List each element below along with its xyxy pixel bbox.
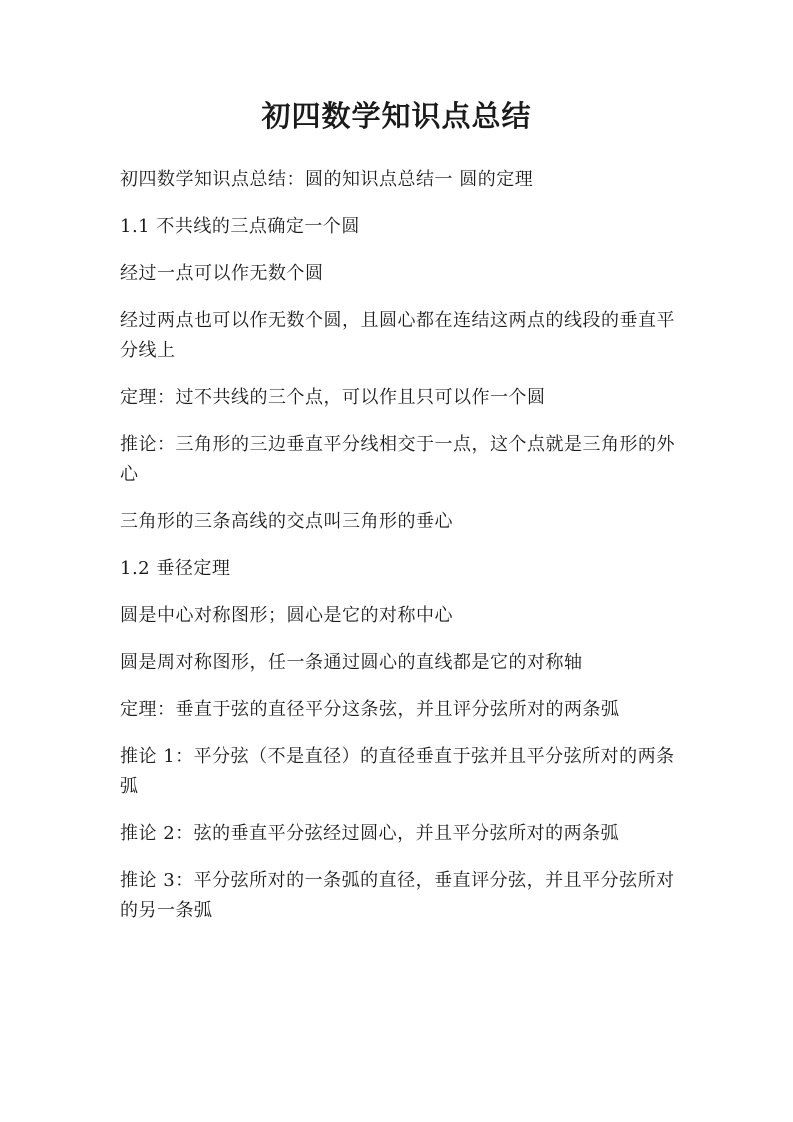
theorem-paragraph: 定理：垂直于弦的直径平分这条弦，并且评分弦所对的两条弧 <box>120 699 620 720</box>
paragraph: 三角形的三条高线的交点叫三角形的垂心 <box>120 511 453 532</box>
corollary-3-paragraph: 推论 3：平分弦所对的一条弧的直径，垂直评分弦，并且平分弦所对的另一条弧 <box>120 870 675 921</box>
paragraph-intro: 初四数学知识点总结：圆的知识点总结一 圆的定理 <box>120 169 534 190</box>
paragraph: 圆是周对称图形，任一条通过圆心的直线都是它的对称轴 <box>120 652 583 673</box>
paragraph: 经过一点可以作无数个圆 <box>120 263 324 284</box>
corollary-paragraph: 推论：三角形的三边垂直平分线相交于一点，这个点就是三角形的外心 <box>120 434 675 485</box>
document-title: 初四数学知识点总结 <box>261 99 532 133</box>
corollary-1-paragraph: 推论 1：平分弦（不是直径）的直径垂直于弦并且平分弦所对的两条弧 <box>120 746 675 797</box>
paragraph: 经过两点也可以作无数个圆，且圆心都在连结这两点的线段的垂直平分线上 <box>120 310 675 361</box>
paragraph: 圆是中心对称图形；圆心是它的对称中心 <box>120 605 453 626</box>
document-body <box>120 165 680 926</box>
section-heading-1-2: 1.2 垂径定理 <box>120 558 231 579</box>
section-heading-1-1: 1.1 不共线的三点确定一个圆 <box>120 216 360 237</box>
corollary-2-paragraph: 推论 2：弦的垂直平分弦经过圆心，并且平分弦所对的两条弧 <box>120 823 620 844</box>
theorem-paragraph: 定理：过不共线的三个点，可以作且只可以作一个圆 <box>120 387 546 408</box>
